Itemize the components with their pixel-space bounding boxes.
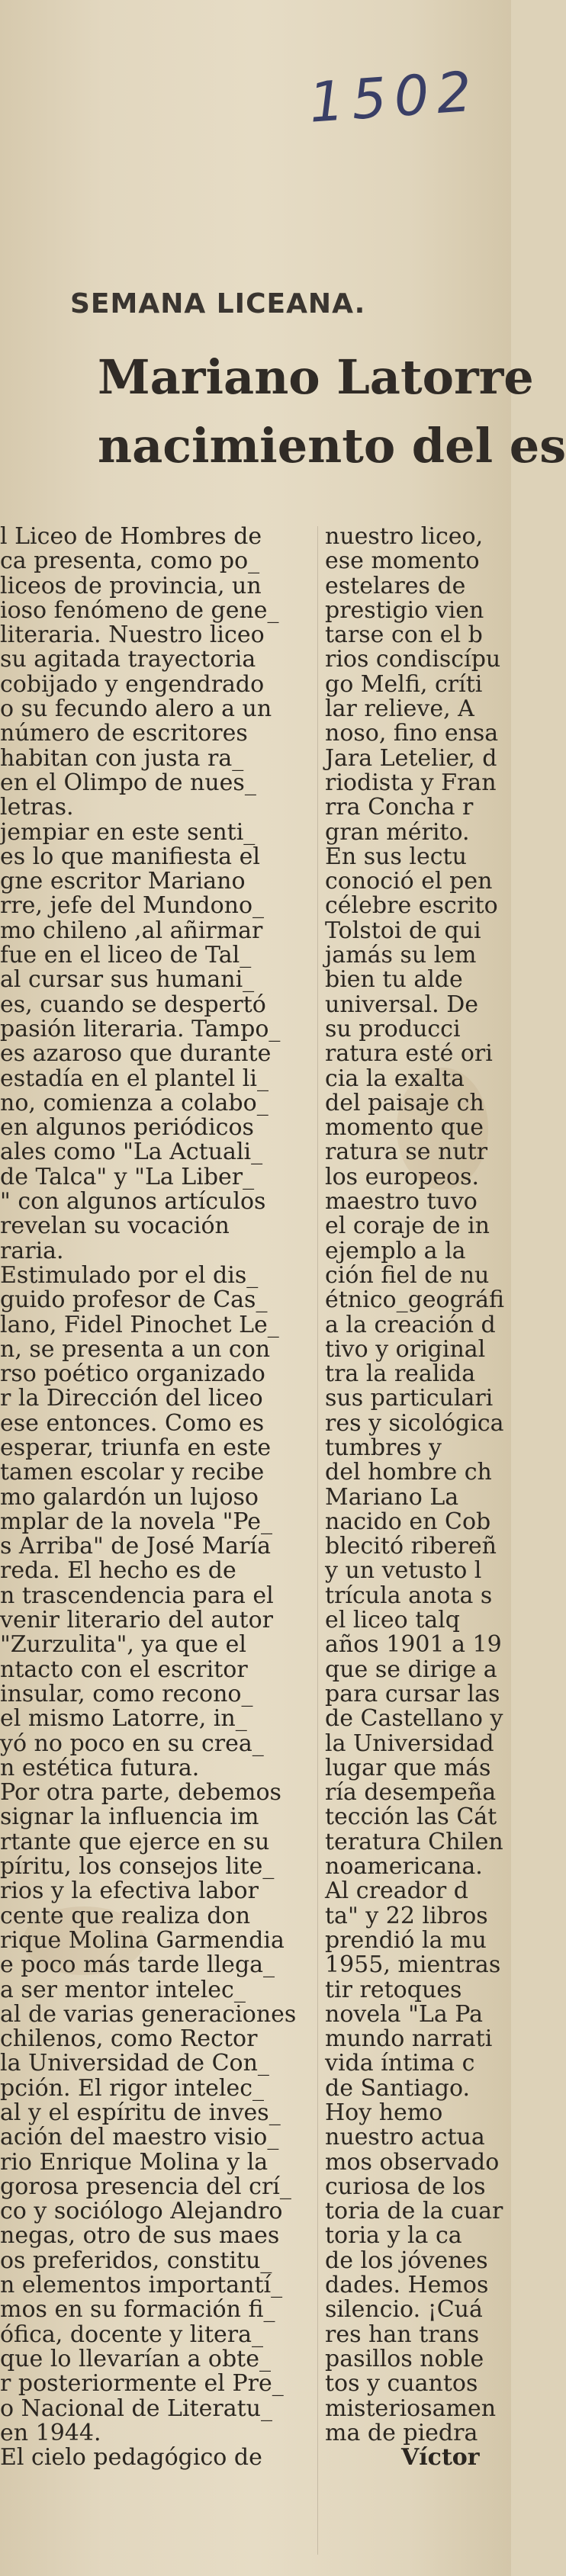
article-line: mplar de la novela "Pe_ <box>0 1508 273 1535</box>
article-line: habitan con justa ra_ <box>0 744 244 772</box>
article-line: negas, otro de sus maes <box>0 2222 280 2250</box>
article-line: lano, Fidel Pinochet Le_ <box>0 1311 279 1338</box>
article-line: para cursar las <box>325 1680 500 1707</box>
article-line: rio Enrique Molina y la <box>0 2148 269 2176</box>
article-column-right <box>325 525 511 2470</box>
article-line: ófica, docente y litera_ <box>0 2321 264 2348</box>
article-line: no, comienza a colabo_ <box>0 1089 269 1116</box>
article-line: mundo narrati <box>325 2025 493 2053</box>
article-line: los europeos. <box>325 1163 480 1190</box>
article-line: al y el espíritu de inves_ <box>0 2099 281 2126</box>
article-line: esperar, triunfa en este <box>0 1434 272 1461</box>
article-line: rre, jefe del Mundono_ <box>0 892 265 920</box>
article-line: r posteriormente el Pre_ <box>0 2370 284 2398</box>
article-line: mos en su formación fi_ <box>0 2296 275 2324</box>
article-line: curiosa de los <box>325 2173 486 2200</box>
article-line: reda. El hecho es de <box>0 1557 236 1585</box>
article-line: lugar que más <box>325 1754 491 1781</box>
article-line: dades. Hemos <box>325 2272 489 2299</box>
article-line: ción fiel de nu <box>325 1261 490 1289</box>
article-line: mo galardón un lujoso <box>0 1483 259 1511</box>
article-line: rios y la efectiva labor <box>0 1877 259 1905</box>
article-line: n trascendencia para el <box>0 1582 274 1609</box>
article-line: trícula anota s <box>325 1582 493 1609</box>
article-line: ación del maestro visio_ <box>0 2124 279 2151</box>
article-line: ta" y 22 libros <box>325 1902 488 1929</box>
article-line: ría desempeña <box>325 1779 497 1807</box>
article-line: sus particulari <box>325 1385 494 1412</box>
article-line: liceos de provincia, un <box>0 572 262 599</box>
article-line: res y sicológica <box>325 1409 504 1437</box>
article-line: pasión literaria. Tampo_ <box>0 1015 281 1042</box>
article-line: del paisaje ch <box>325 1089 484 1116</box>
article-line: ioso fenómeno de gene_ <box>0 596 279 624</box>
article-line: rique Molina Garmendia <box>0 1926 285 1954</box>
article-line: y un vetusto l <box>325 1557 482 1585</box>
article-line: teratura Chilen <box>325 1828 503 1855</box>
article-line: insular, como recono_ <box>0 1680 253 1707</box>
article-line: número de escritores <box>0 720 248 747</box>
article-line: a la creación d <box>325 1311 496 1338</box>
article-line: al cursar sus humani_ <box>0 966 255 994</box>
article-line: En sus lectu <box>325 843 467 870</box>
article-line: n, se presenta a un con <box>0 1335 271 1363</box>
article-line: noso, fino ensa <box>325 720 499 747</box>
article-line: res han trans <box>325 2321 480 2348</box>
article-line: es lo que manifiesta el <box>0 843 260 870</box>
article-line: El cielo pedagógico de <box>0 2444 262 2472</box>
article-line: letras. <box>0 794 74 821</box>
article-line: vida íntima c <box>325 2050 475 2077</box>
article-line: l Liceo de Hombres de <box>0 523 262 550</box>
article-line: s Arriba" de José María <box>0 1533 271 1560</box>
article-line: tra la realida <box>325 1360 476 1388</box>
article-line: Tolstoi de qui <box>325 917 481 944</box>
article-line: o Nacional de Literatu_ <box>0 2395 272 2422</box>
article-line: noamericana. <box>325 1853 483 1881</box>
article-line: lar relieve, A <box>325 695 474 723</box>
article-line: fue en el liceo de Tal_ <box>0 942 252 969</box>
article-line: el mismo Latorre, in_ <box>0 1705 247 1733</box>
article-line: estelares de <box>325 572 466 599</box>
article-line: literaria. Nuestro liceo <box>0 622 265 649</box>
article-line: al de varias generaciones <box>0 2000 297 2028</box>
article-line: ntacto con el escritor <box>0 1656 248 1683</box>
article-line: ales como "La Actuali_ <box>0 1139 263 1166</box>
article-line: pción. El rigor intelec_ <box>0 2074 265 2102</box>
article-line: e poco más tarde llega_ <box>0 1951 275 1979</box>
article-line: gran mérito. <box>325 818 470 846</box>
article-line: gne escritor Mariano <box>0 868 246 895</box>
article-line: ca presenta, como po_ <box>0 548 260 575</box>
article-line: toria y la ca <box>325 2222 462 2250</box>
article-line: años 1901 a 19 <box>325 1631 502 1659</box>
article-line: tivo y original <box>325 1335 486 1363</box>
article-line: riodista y Fran <box>325 769 497 796</box>
article-line: rso poético organizado <box>0 1360 265 1388</box>
article-line: go Melfi, críti <box>325 670 483 698</box>
article-line: n elementos importantí_ <box>0 2272 283 2299</box>
article-line: ratura se nutr <box>325 1139 488 1166</box>
article-line: pasillos noble <box>325 2345 484 2372</box>
article-column-left <box>0 525 313 2470</box>
article-line: tarse con el b <box>325 622 483 649</box>
article-line: que se dirige a <box>325 1656 497 1683</box>
article-line: jamás su lem <box>325 942 477 969</box>
article-line: mos observado <box>325 2148 500 2176</box>
article-line: de Talca" y "La Liber_ <box>0 1163 255 1190</box>
section-label: SEMANA LICEANA. <box>70 288 366 320</box>
article-line: de los jóvenes <box>325 2247 488 2274</box>
article-line: nuestro liceo, <box>325 523 484 550</box>
article-line: la Universidad <box>325 1730 494 1757</box>
column-divider <box>317 526 318 2555</box>
article-line: rios condiscípu <box>325 646 501 673</box>
article-line: mo chileno ,al añirmar <box>0 917 263 944</box>
article-line: gorosa presencia del crí_ <box>0 2173 291 2200</box>
article-line: ejemplo a la <box>325 1237 466 1264</box>
article-line: bien tu alde <box>325 966 463 994</box>
article-line: de Castellano y <box>325 1705 503 1733</box>
handwritten-number: 1502 <box>307 59 481 135</box>
article-line: rra Concha r <box>325 794 474 821</box>
article-line: chilenos, como Rector <box>0 2025 258 2053</box>
article-line: novela "La Pa <box>325 2000 483 2028</box>
article-line: Hoy hemo <box>325 2099 443 2126</box>
article-line: momento que <box>325 1114 484 1142</box>
article-line: en el Olimpo de nues_ <box>0 769 256 796</box>
article-line: tección las Cát <box>325 1804 497 1831</box>
article-line: r la Dirección del liceo <box>0 1385 263 1412</box>
article-line: tamen escolar y recibe <box>0 1459 265 1486</box>
article-line: su producci <box>325 1015 461 1042</box>
article-line: Jara Letelier, d <box>325 744 497 772</box>
article-line: su agitada trayectoria <box>0 646 256 673</box>
article-line: os preferidos, constitu_ <box>0 2247 272 2274</box>
article-line: o su fecundo alero a un <box>0 695 272 723</box>
article-line: el coraje de in <box>325 1213 490 1240</box>
article-line: Víctor <box>401 2444 480 2472</box>
article-line: Estimulado por el dis_ <box>0 1261 259 1289</box>
article-line: universal. De <box>325 991 479 1018</box>
article-line: étnico_geográfi <box>325 1286 505 1314</box>
article-line: a ser mentor intelec_ <box>0 1976 246 2003</box>
article-line: ese momento <box>325 548 480 575</box>
headline-line-2: nacimiento del es <box>98 418 566 474</box>
headline-line-1: Mariano Latorre <box>98 349 534 405</box>
article-line: píritu, los consejos lite_ <box>0 1853 275 1881</box>
article-line: venir literario del autor <box>0 1607 274 1634</box>
article-line: de Santiago. <box>325 2074 471 2102</box>
article-line: 1955, mientras <box>325 1951 501 1979</box>
article-line: célebre escrito <box>325 892 498 920</box>
article-line: misteriosamen <box>325 2395 497 2422</box>
article-line: signar la influencia im <box>0 1804 259 1831</box>
article-line: del hombre ch <box>325 1459 492 1486</box>
article-line: ese entonces. Como es <box>0 1409 265 1437</box>
article-line: n estética futura. <box>0 1754 200 1781</box>
article-line: rtante que ejerce en su <box>0 1828 270 1855</box>
article-line: ma de piedra <box>325 2419 478 2446</box>
article-line: jempiar en este senti_ <box>0 818 256 846</box>
article-line: Por otra parte, debemos <box>0 1779 281 1807</box>
article-line: el liceo talq <box>325 1607 460 1634</box>
article-line: " con algunos artículos <box>0 1188 266 1216</box>
article-line: cente que realiza don <box>0 1902 251 1929</box>
article-line: nuestro actua <box>325 2124 485 2151</box>
article-line: silencio. ¡Cuá <box>325 2296 483 2324</box>
article-line: revelan su vocación <box>0 1213 230 1240</box>
article-line: prendió la mu <box>325 1926 487 1954</box>
article-line: toria de la cuar <box>325 2198 503 2225</box>
article-line: tir retoques <box>325 1976 462 2003</box>
article-line: cia la exalta <box>325 1065 465 1092</box>
article-line: tumbres y <box>325 1434 442 1461</box>
article-line: tos y cuantos <box>325 2370 478 2398</box>
article-line: Al creador d <box>325 1877 468 1905</box>
article-line: yó no poco en su crea_ <box>0 1730 264 1757</box>
article-line: en algunos periódicos <box>0 1114 254 1142</box>
article-line: cobijado y engendrado <box>0 670 265 698</box>
article-line: nacido en Cob <box>325 1508 491 1535</box>
article-line: que lo llevarían a obte_ <box>0 2345 271 2372</box>
article-line: "Zurzulita", ya que el <box>0 1631 246 1659</box>
article-line: blecitó ribereñ <box>325 1533 497 1560</box>
article-line: es azaroso que durante <box>0 1040 272 1068</box>
article-line: prestigio vien <box>325 596 484 624</box>
article-line: en 1944. <box>0 2419 101 2446</box>
article-line: conoció el pen <box>325 868 493 895</box>
article-line: maestro tuvo <box>325 1188 478 1216</box>
article-line: raria. <box>0 1237 64 1264</box>
article-line: estadía en el plantel li_ <box>0 1065 269 1092</box>
article-line: co y sociólogo Alejandro <box>0 2198 283 2225</box>
article-line: es, cuando se despertó <box>0 991 266 1018</box>
article-line: la Universidad de Con_ <box>0 2050 269 2077</box>
article-line: ratura esté ori <box>325 1040 493 1068</box>
article-line: guido profesor de Cas_ <box>0 1286 268 1314</box>
article-line: Mariano La <box>325 1483 459 1511</box>
